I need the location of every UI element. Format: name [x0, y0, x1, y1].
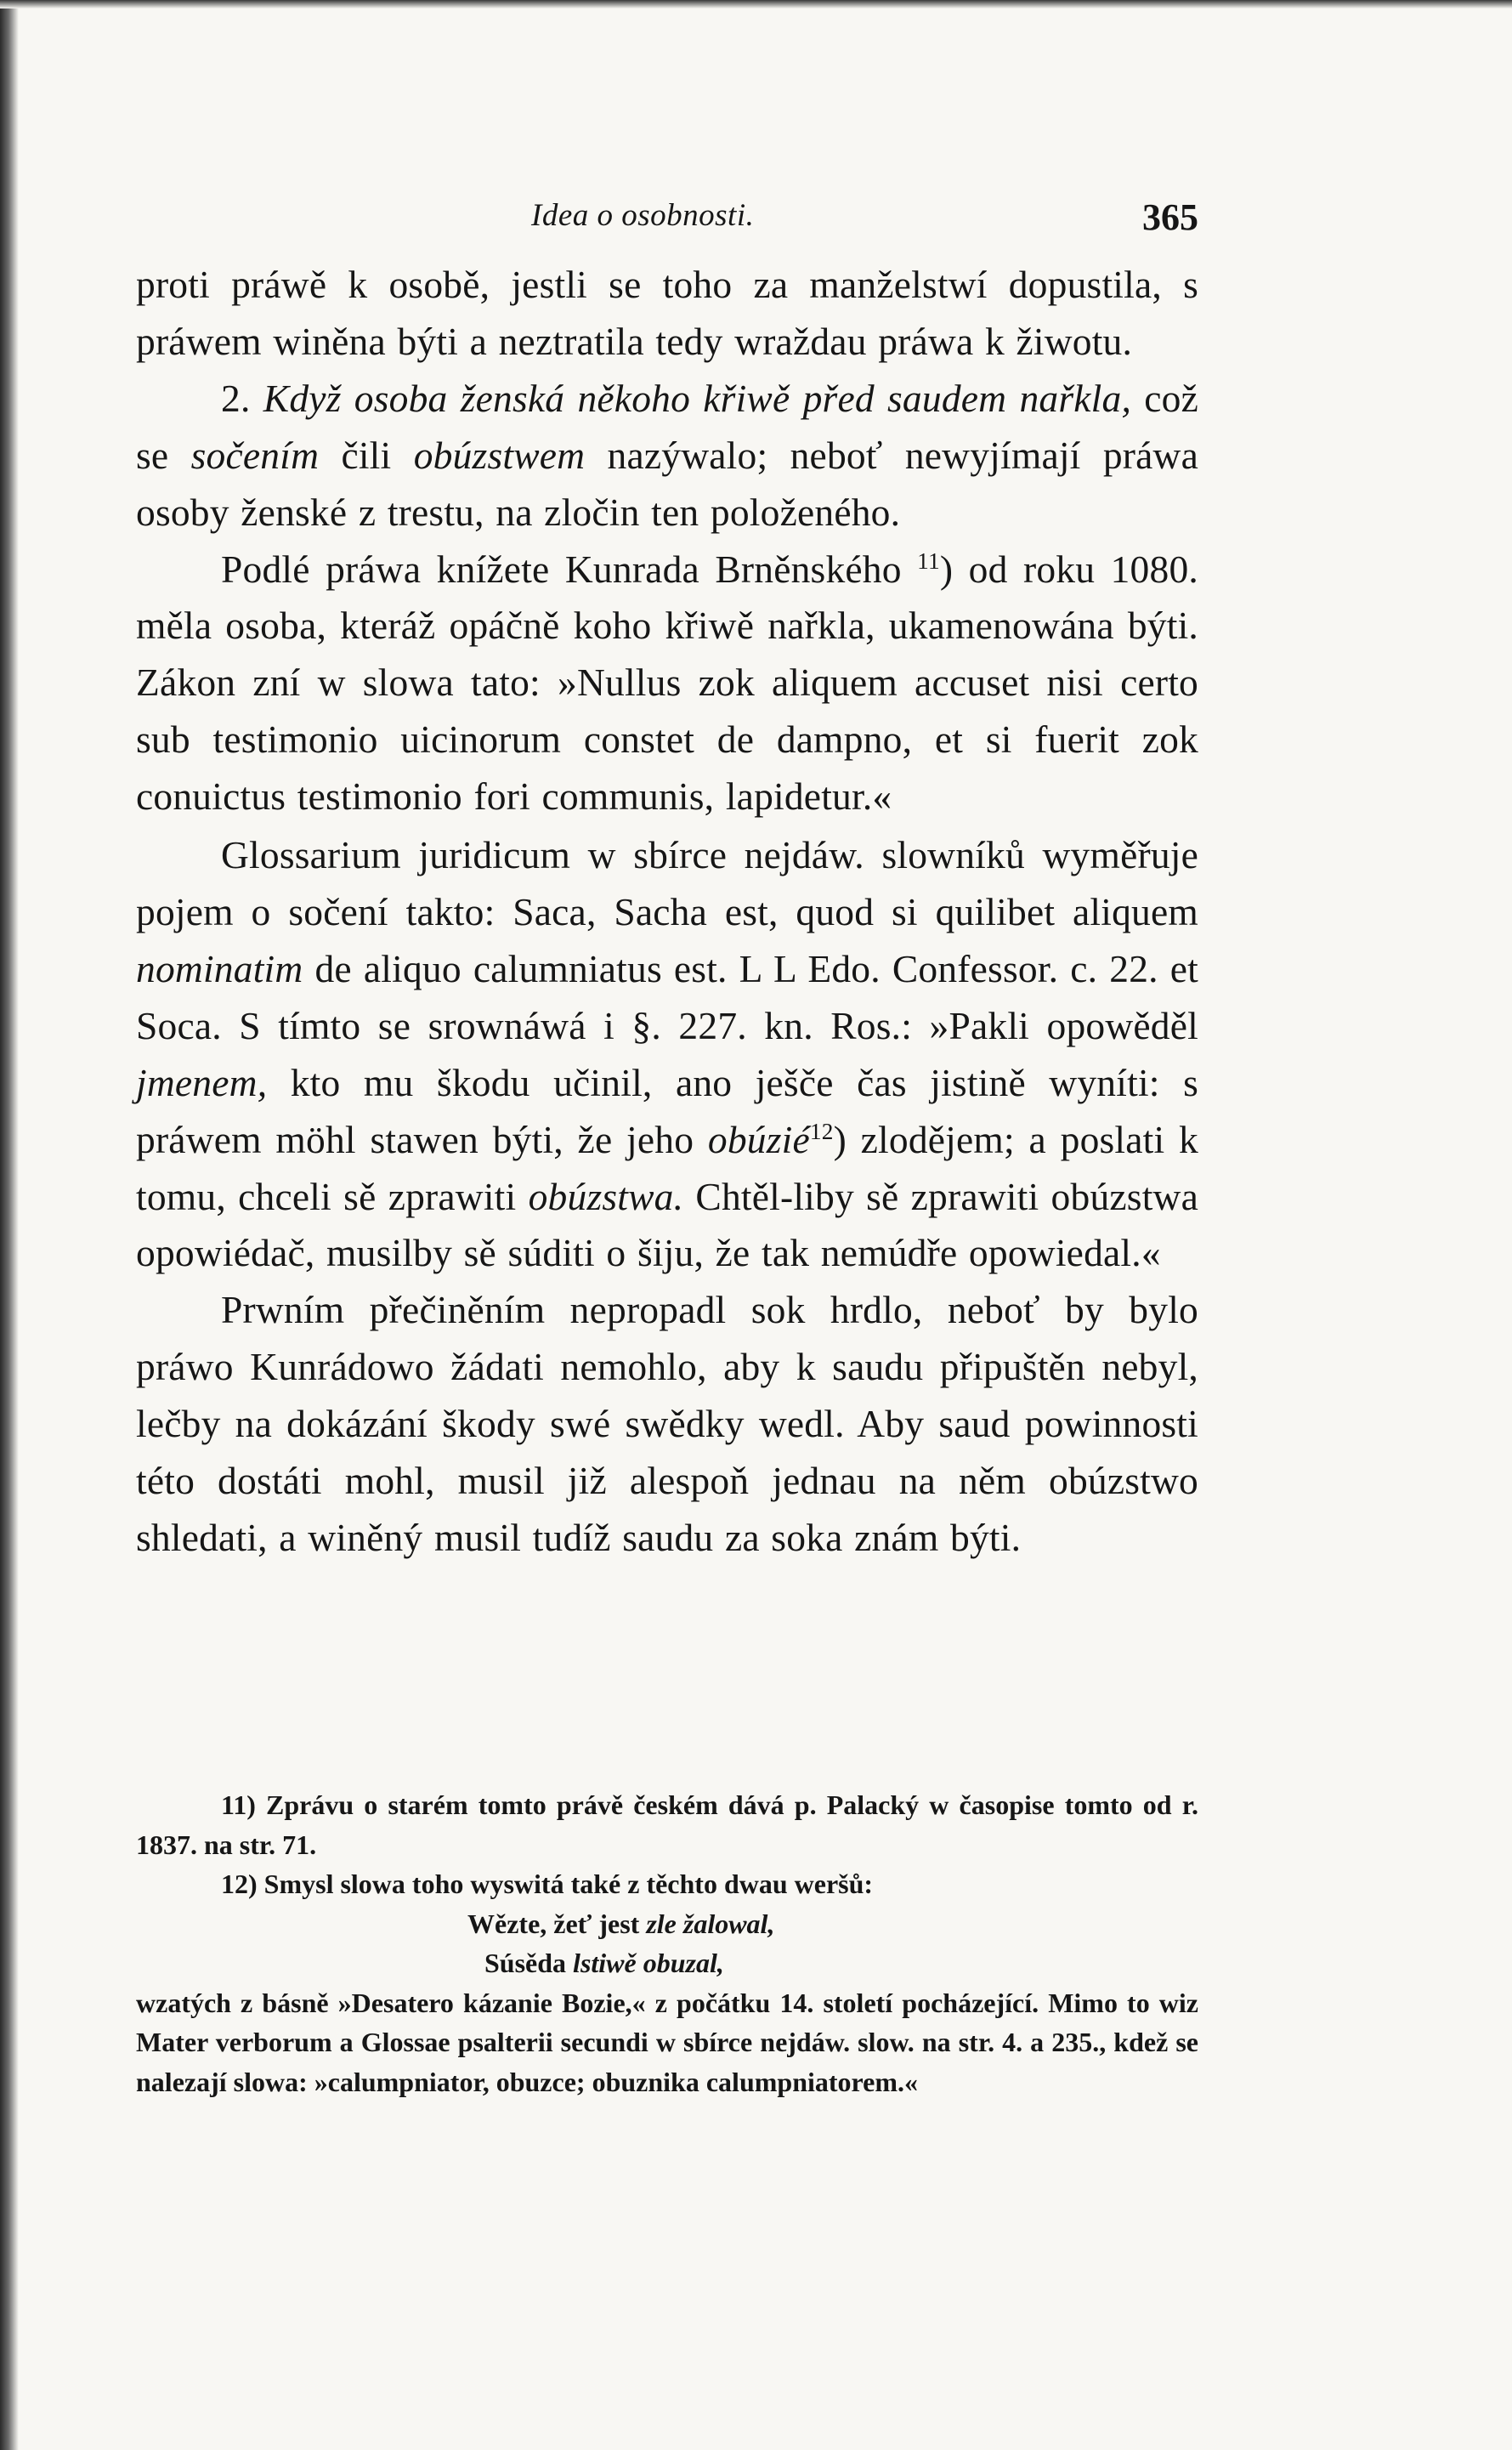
- verse-quote: [136, 1904, 1198, 1983]
- verse-line-2: Súsěda lstiwě obuzal,: [484, 1948, 724, 1978]
- page-top-shadow: [0, 0, 1512, 9]
- verse-line-1: Wězte, žeť jest zle žalowal,: [467, 1908, 775, 1939]
- paragraph-section-2: 2. Když osoba ženská někoho křiwě před saudem nařkla, což se sočením čili obúzstwem nazýwalo; neboť newyjímají práwa osoby ženské z trestu, na zločin ten položeného.: [136, 376, 1198, 534]
- paragraph-prwnim: Prwním přečiněním nepropadl sok hrdlo, neboť by bylo práwo Kunrádowo žádati nemohlo, aby k saudu připuštěn nebyl, lečby na dokázání škody swé swědky wedl. Aby saud powinnosti této dostáti mohl, musil již alespoň jednau na něm obúzstwo shledati, a winěný musil tudíž saudu za soka znám býti.: [136, 1288, 1198, 1559]
- footnote-11: 11) Zprávu o starém tomto právě českém dává p. Palacký w časopise tomto od r. 1837. na str. 71.: [136, 1789, 1198, 1860]
- footnote-12: 12) Smysl slowa toho wyswitá také z těchto dwau weršů:: [221, 1869, 874, 1899]
- footnotes: [136, 1785, 1198, 2101]
- page-edge-shadow: [0, 0, 19, 2450]
- footnote-ref-11: 11: [917, 547, 940, 574]
- section-heading: Když osoba ženská někoho křiwě před saudem nařkla,: [263, 376, 1132, 420]
- section-number: 2.: [221, 376, 251, 420]
- paragraph-kunrad: Podlé práwa knížete Kunrada Brněnského $^{11}$) od roku 1080. měla osoba, kteráž opáčně koho křiwě nařkla, ukamenowána býti. Zákon zní w slowa tato: »Nullus zok aliquem accuset nisi certo sub testimonio uicinorum constet de dampno, et si fuerit zok conuictus testimonio fori communis, lapidetur.«: [136, 547, 1198, 819]
- paragraph-1: proti práwě k osobě, jestli se toho za manželstwí dopustila, s práwem winěna býti a neztratila tedy wraždau práwa k žiwotu.: [136, 263, 1198, 363]
- running-title: Idea o osobnosti.: [531, 198, 755, 233]
- footnote-ref-12: 12: [809, 1118, 834, 1144]
- paragraph-glossarium: Glossarium juridicum w sbírce nejdáw. slowníků wyměřuje pojem o sočení takto: Saca, Sacha est, quod si quilibet aliquem nominatim de aliquo calumniatus est. L L Edo. Confessor. c. 22. et Soca. S tímto se srownáwá i §. 227. kn. Ros.: »Pakli opowěděl jmenem, kto mu škodu učinil, ano ješče čas jistině wyníti: s práwem möhl stawen býti, že jeho obúzié$^{12}$) zlodějem; a poslati k tomu, chceli sě zprawiti obúzstwa. Chtěl-liby sě zprawiti obúzstwa opowiédač, musilby sě súditi o šiju, že tak nemúdře opowiedal.«: [136, 833, 1198, 1275]
- body-text: [136, 257, 1198, 1567]
- page-number: 365: [1142, 196, 1198, 238]
- page-header: [136, 197, 1198, 248]
- footnote-12-continuation: wzatých z básně »Desatero kázanie Bozie,« z počátku 14. století pocházející. Mimo to wiz Mater verborum a Glossae psalterii secundi w sbírce nejdáw. slow. na str. 4. a 235., kdež se nalezají slowa: »calumpniator, obuzce; obuznika calumpniatorem.«: [136, 1987, 1198, 2097]
